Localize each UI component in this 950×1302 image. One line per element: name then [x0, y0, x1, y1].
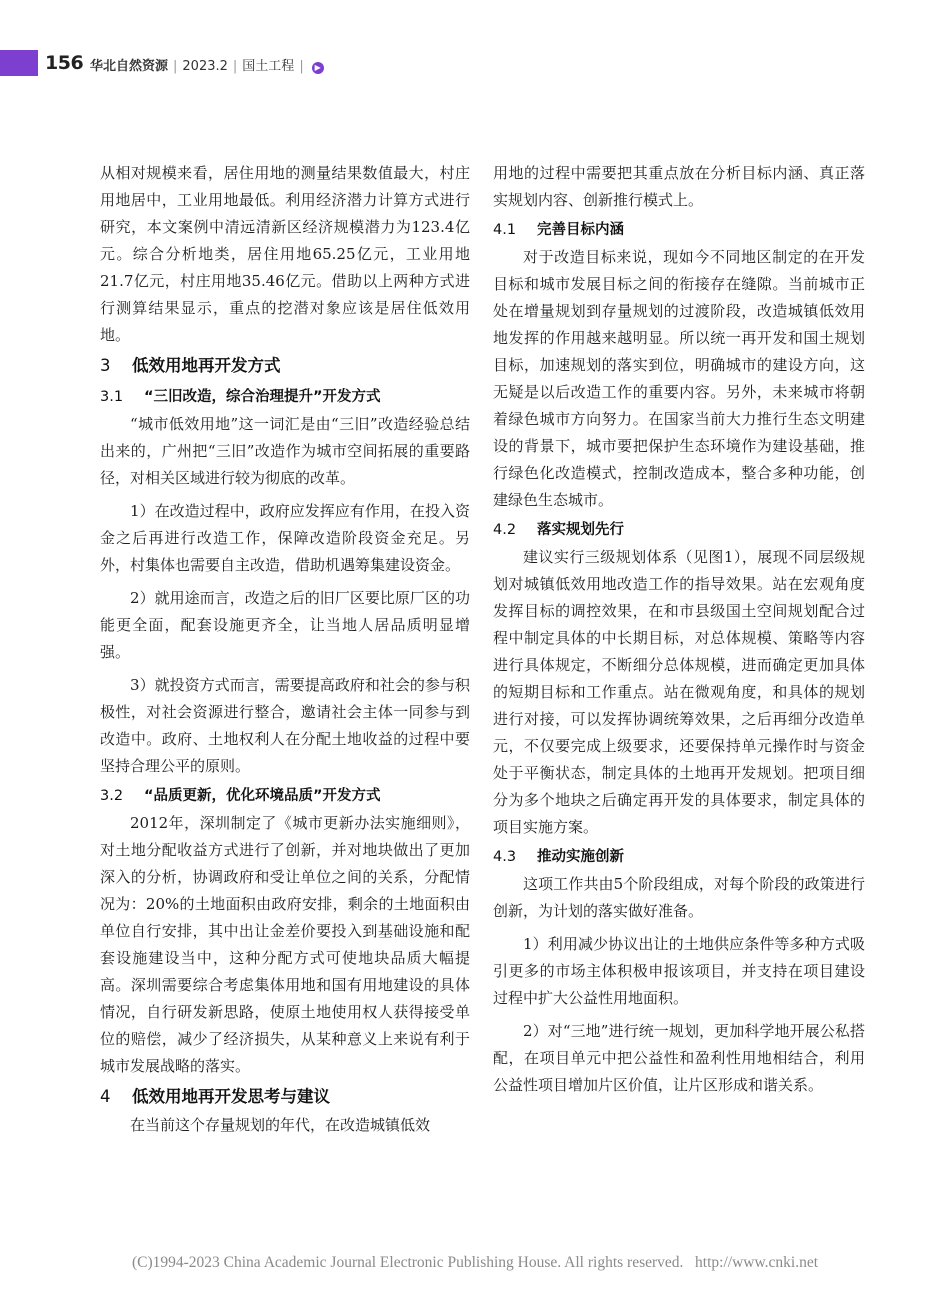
- section-number: 4.2: [493, 522, 517, 538]
- section-number: 3.1: [100, 389, 124, 405]
- section-number: 4.3: [493, 849, 517, 865]
- journal-name: 华北自然资源: [90, 59, 169, 74]
- right-column: [493, 160, 865, 1099]
- section-4-2-heading: [493, 516, 865, 544]
- paragraph: 2012年，深圳制定了《城市更新办法实施细则》，对土地分配收益方式进行了创新，并对地块做出了更加深入的分析，协调政府和受让单位之间的关系，分配情况为：20%的土地面积由政府安排，剩余的土地面积由单位自行安排，其中出让金差价要投入到基础设施和配套设施建设当中，这种分配方式可使地块品质大幅提高。深圳需要综合考虑集体用地和国有用地建设的具体情况，自行研发新思路，使原土地使用权人获得接受单位的赔偿，减少了经济损失，从某种意义上来说有利于城市发展战略的落实。: [100, 814, 470, 1075]
- copyright-text: (C)1994-2023 China Academic Journal Electronic Publishing House. All rights reserved.: [131, 1254, 684, 1271]
- arrow-icon: ▶: [312, 62, 324, 74]
- section-title: 低效用地再开发方式: [132, 356, 281, 375]
- section-4-3-heading: [493, 843, 865, 871]
- header-separator: |: [232, 59, 238, 74]
- section-number: 4.1: [493, 222, 517, 238]
- section-3-2-heading: [100, 782, 470, 810]
- page-tab-marker: [0, 50, 38, 76]
- section-4-1-heading: [493, 216, 865, 244]
- footer-url: http://www.cnki.net: [695, 1254, 819, 1271]
- paragraph: 3）就投资方式而言，需要提高政府和社会的参与积极性，对社会资源进行整合，邀请社会主体一同参与到改造中。政府、土地权利人在分配土地收益的过程中要坚持合理公平的原则。: [100, 676, 470, 775]
- paragraph: 1）在改造过程中，政府应发挥应有作用，在投入资金之后再进行改造工作，保障改造阶段资金充足。另外，村集体也需要自主改造，借助机遇筹集建设资金。: [100, 502, 470, 574]
- paragraph: 这项工作共由5个阶段组成，对每个阶段的政策进行创新，为计划的落实做好准备。: [493, 875, 865, 920]
- section-title: 低效用地再开发思考与建议: [132, 1087, 330, 1106]
- running-header: [90, 55, 324, 74]
- paragraph: 建议实行三级规划体系（见图1），展现不同层级规划对城镇低效用地改造工作的指导效果。站在宏观角度发挥目标的调控效果，在和市县级国土空间规划配合过程中制定具体的中长期目标，对总体规模、策略等内容进行具体规定，不断细分总体规模，进而确定更加具体的短期目标和工作重点。站在微观角度，和具体的规划进行对接，可以发挥协调统筹效果，之后再细分改造单元，不仅要完成上级要求，还要保持单元操作时与资金处于平衡状态，制定具体的土地再开发规划。把项目细分为多个地块之后确定再开发的具体要求，制定具体的项目实施方案。: [493, 548, 865, 836]
- paragraph-continued: 用地的过程中需要把其重点放在分析目标内涵、真正落实规划内容、创新推行模式上。: [493, 164, 865, 209]
- section-title: “三旧改造，综合治理提升”开发方式: [144, 389, 381, 405]
- section-4-heading: [100, 1082, 470, 1112]
- header-separator: |: [299, 59, 304, 74]
- section-3-1-heading: [100, 383, 470, 411]
- issue-number: 2023.2: [182, 59, 228, 74]
- paragraph: 2）对“三地”进行统一规划，更加科学地开展公私搭配，在项目单元中把公益性和盈利性用地相结合，利用公益性项目增加片区价值，让片区形成和谐关系。: [493, 1022, 865, 1094]
- left-column: [100, 160, 470, 1139]
- page-number: 156: [45, 52, 84, 74]
- header-separator: |: [173, 59, 178, 74]
- section-title: 推动实施创新: [537, 849, 624, 865]
- copyright-footer: [0, 1254, 950, 1272]
- paragraph: 对于改造目标来说，现如今不同地区制定的在开发目标和城市发展目标之间的衔接存在缝隙。当前城市正处在增量规划到存量规划的过渡阶段，改造城镇低效用地发挥的作用越来越明显。所以统一再开发和国土规划目标，加速规划的落实到位，明确城市的建设方向，这无疑是以后改造工作的重要内容。另外，未来城市将朝着绿色城市方向努力。在国家当前大力推行生态文明建设的背景下，城市要把保护生态环境作为建设基础，推行绿色化改造模式，控制改造成本，整合多种功能，创建绿色生态城市。: [493, 248, 865, 509]
- section-number: 4: [100, 1087, 111, 1106]
- paragraph: 2）就用途而言，改造之后的旧厂区要比原厂区的功能更全面，配套设施更齐全，让当地人居品质明显增强。: [100, 589, 470, 661]
- section-number: 3.2: [100, 788, 124, 804]
- paragraph-intro: 从相对规模来看，居住用地的测量结果数值最大，村庄用地居中，工业用地最低。利用经济潜力计算方式进行研究，本文案例中清远清新区经济规模潜力为123.4亿元。综合分析地类，居住用地65.25亿元，工业用地21.7亿元，村庄用地35.46亿元。借助以上两种方式进行测算结果显示，重点的挖潜对象应该是居住低效用地。: [100, 164, 470, 344]
- paragraph: “城市低效用地”这一词汇是由“三旧”改造经验总结出来的，广州把“三旧”改造作为城市空间拓展的重要路径，对相关区域进行较为彻底的改革。: [100, 415, 470, 487]
- section-name: 国土工程: [242, 59, 295, 74]
- section-3-heading: [100, 351, 470, 381]
- paragraph: 在当前这个存量规划的年代，在改造城镇低效: [130, 1116, 431, 1134]
- section-title: “品质更新，优化环境品质”开发方式: [144, 788, 381, 804]
- section-title: 完善目标内涵: [537, 222, 624, 238]
- section-number: 3: [100, 356, 111, 375]
- paragraph: 1）利用减少协议出让的土地供应条件等多种方式吸引更多的市场主体积极申报该项目，并支持在项目建设过程中扩大公益性用地面积。: [493, 935, 865, 1007]
- section-title: 落实规划先行: [537, 522, 624, 538]
